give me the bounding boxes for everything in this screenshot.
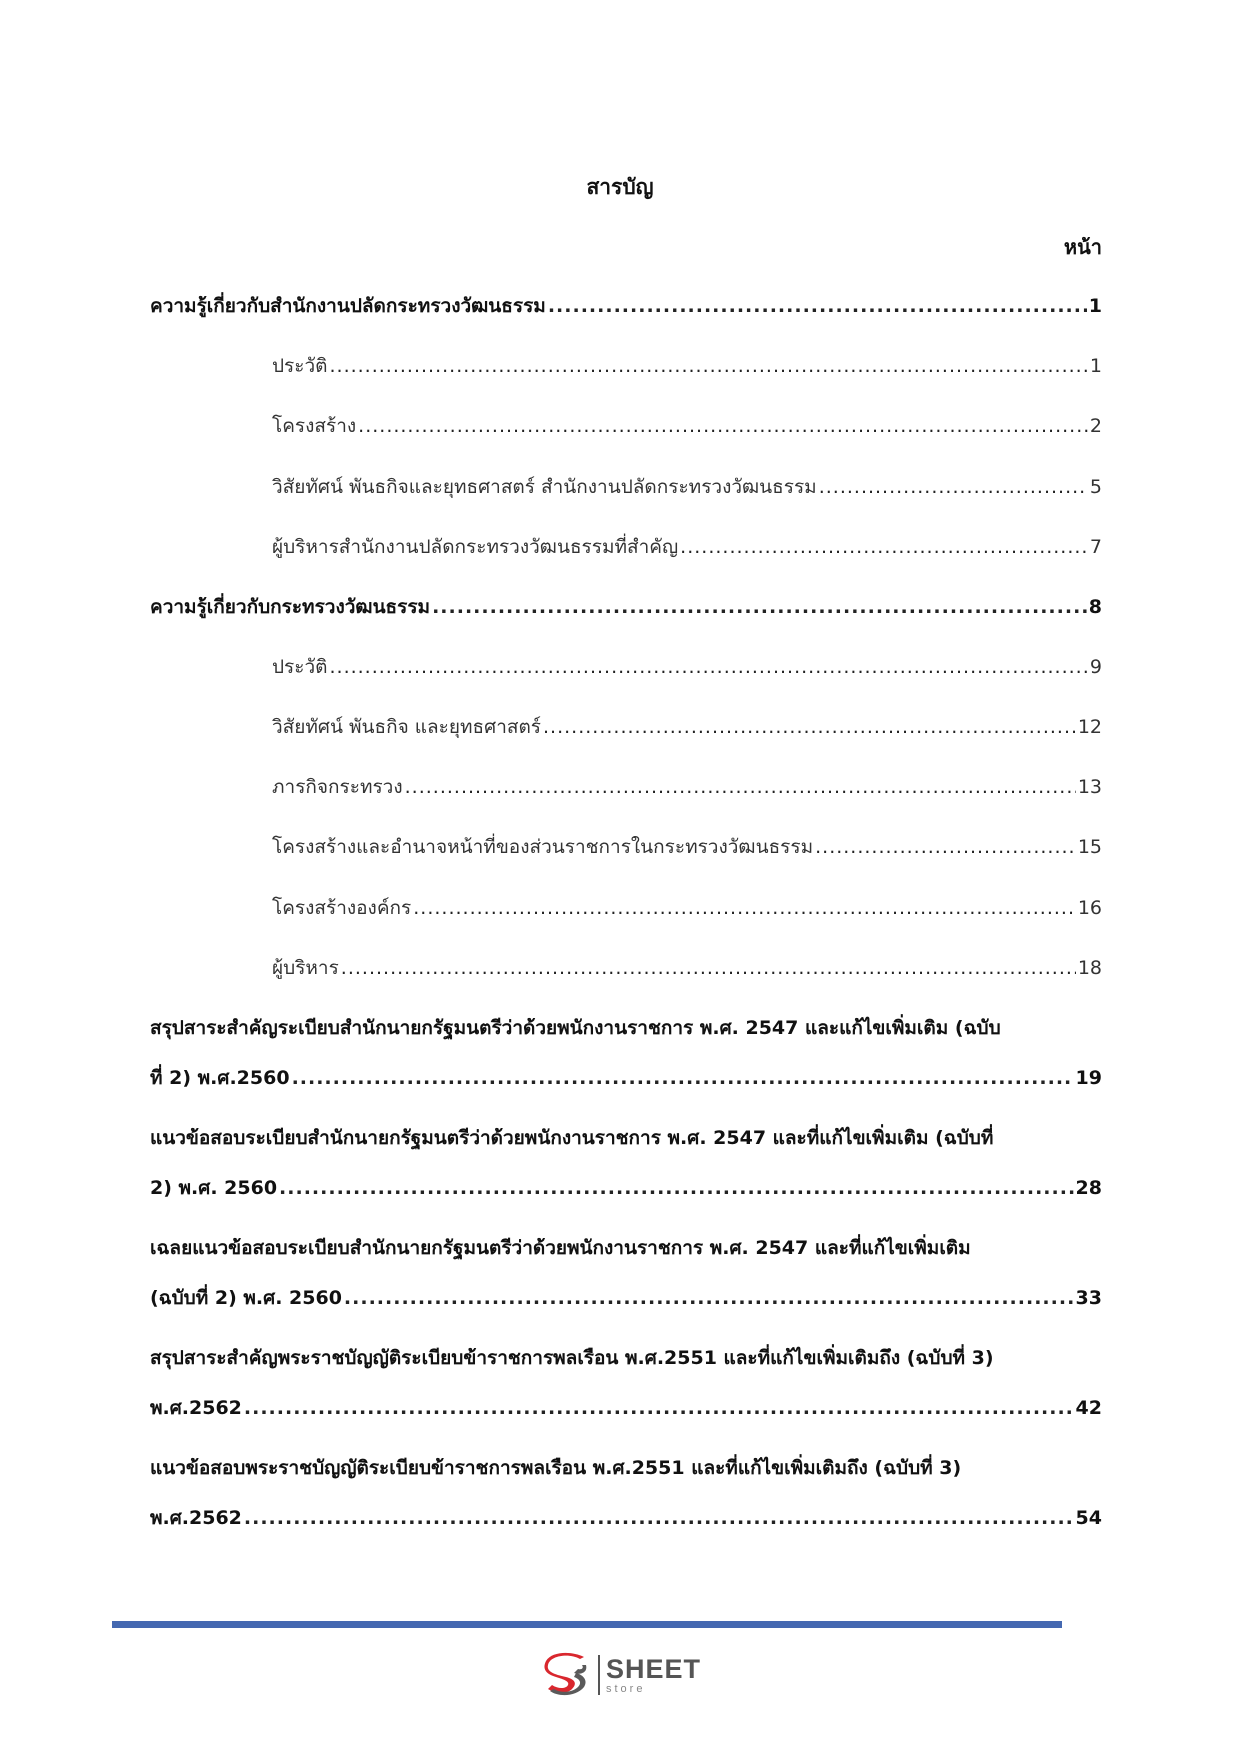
toc-page-number: 33 [1075,1287,1102,1309]
toc-page-number: 8 [1088,596,1102,618]
toc-entry-title: ความรู้เกี่ยวกับสำนักงานปลัดกระทรวงวัฒนธรรม [150,295,546,317]
toc-subsection[interactable] [272,712,1102,742]
toc-entry-line: แนวข้อสอบพระราชบัญญัติระเบียบข้าราชการพลเรือน พ.ศ.2551 และที่แก้ไขเพิ่มเติมถึง (ฉบับที่ 3) [150,1457,962,1479]
toc-subsection[interactable] [272,772,1102,802]
toc-subsection[interactable] [272,351,1102,381]
logo-subword: store [606,1683,646,1695]
toc-subsection[interactable] [272,893,1102,923]
toc-leader [358,411,1088,441]
toc-page-number: 5 [1089,476,1102,498]
toc-entry-title: โครงสร้างและอำนาจหน้าที่ของส่วนราชการในกระทรวงวัฒนธรรม [272,836,814,858]
toc-page-number: 42 [1075,1397,1102,1419]
toc-leader [819,472,1088,502]
toc-entry-line: แนวข้อสอบระเบียบสำนักนายกรัฐมนตรีว่าด้วยพนักงานราชการ พ.ศ. 2547 และที่แก้ไขเพิ่มเติม (ฉบับที่ [150,1127,994,1149]
toc-entry-title: ความรู้เกี่ยวกับกระทรวงวัฒนธรรม [150,596,431,618]
toc-leader [344,1283,1074,1313]
toc-entry-title: ที่ 2) พ.ศ.2560 [150,1067,290,1089]
toc-subsection[interactable] [272,652,1102,682]
toc-entry-title: วิสัยทัศน์ พันธกิจและยุทธศาสตร์ สำนักงานปลัดกระทรวงวัฒนธรรม [272,476,817,498]
toc-page-number: 54 [1075,1507,1102,1529]
toc-page-number: 9 [1089,656,1102,678]
toc-leader [279,1173,1074,1203]
toc-leader [548,291,1087,321]
toc-page-number: 13 [1077,776,1102,798]
toc-subsection[interactable] [272,472,1102,502]
toc-entry-title: ผู้บริหาร [272,957,339,979]
toc-entry-title: วิสัยทัศน์ พันธกิจ และยุทธศาสตร์ [272,716,542,738]
s-mark-icon [540,1651,592,1699]
toc-section[interactable] [150,1393,1102,1423]
toc-leader [413,893,1076,923]
toc-entry-line: เฉลยแนวข้อสอบระเบียบสำนักนายกรัฐมนตรีว่าด้วยพนักงานราชการ พ.ศ. 2547 และที่แก้ไขเพิ่มเติม [150,1237,971,1259]
page-column-header: หน้า [1063,235,1102,259]
toc-page-number: 2 [1089,415,1102,437]
toc-section[interactable] [150,1173,1102,1203]
toc-page-number: 19 [1075,1067,1102,1089]
toc-page-number: 28 [1075,1177,1102,1199]
toc-page-number: 16 [1077,897,1102,919]
toc-leader [329,652,1087,682]
toc-subsection[interactable] [272,832,1102,862]
toc-entry-title: ผู้บริหารสำนักงานปลัดกระทรวงวัฒนธรรมที่สำคัญ [272,536,679,558]
toc-subsection[interactable] [272,411,1102,441]
toc-page-number: 15 [1077,836,1102,858]
toc-leader [543,712,1076,742]
toc-entry-title: 2) พ.ศ. 2560 [150,1177,278,1199]
toc-leader [329,351,1087,381]
toc-leader [405,772,1076,802]
logo-word: SHEET [606,1654,702,1684]
toc-page-number: 18 [1077,957,1102,979]
toc-page-number: 1 [1089,355,1102,377]
toc-leader [815,832,1076,862]
toc-section[interactable] [150,592,1102,622]
toc-page-number: 12 [1077,716,1102,738]
toc-entry-title: ประวัติ [272,355,328,377]
toc-section[interactable] [150,1283,1102,1313]
toc-section[interactable] [150,1063,1102,1093]
toc-entry-line: สรุปสาระสำคัญระเบียบสำนักนายกรัฐมนตรีว่าด้วยพนักงานราชการ พ.ศ. 2547 และแก้ไขเพิ่มเติม (ฉบับ [150,1017,1001,1039]
toc-page-number: 1 [1088,295,1102,317]
toc-entry-title: โครงสร้างองค์กร [272,897,412,919]
toc-section[interactable] [150,291,1102,321]
footer-divider [112,1621,1062,1628]
toc-entry-title: ภารกิจกระทรวง [272,776,403,798]
toc-entry-title: โครงสร้าง [272,415,357,437]
toc-leader [680,532,1088,562]
toc-entry-line: สรุปสาระสำคัญพระราชบัญญัติระเบียบข้าราชการพลเรือน พ.ศ.2551 และที่แก้ไขเพิ่มเติมถึง (ฉบับที่ 3) [150,1347,994,1369]
sheet-store-logo [540,1651,701,1699]
toc-leader [341,953,1076,983]
toc-leader [244,1503,1074,1533]
toc-entry-title: พ.ศ.2562 [150,1507,242,1529]
page-title: สารบัญ [586,175,654,199]
toc-leader [292,1063,1074,1093]
toc-entry-title: (ฉบับที่ 2) พ.ศ. 2560 [150,1287,342,1309]
toc-leader [244,1393,1074,1423]
logo-wordmark [598,1655,701,1695]
toc-entry-title: พ.ศ.2562 [150,1397,242,1419]
toc-subsection[interactable] [272,953,1102,983]
toc-page-number: 7 [1089,536,1102,558]
toc-section[interactable] [150,1503,1102,1533]
toc-leader [432,592,1087,622]
toc-subsection[interactable] [272,532,1102,562]
toc-entry-title: ประวัติ [272,656,328,678]
